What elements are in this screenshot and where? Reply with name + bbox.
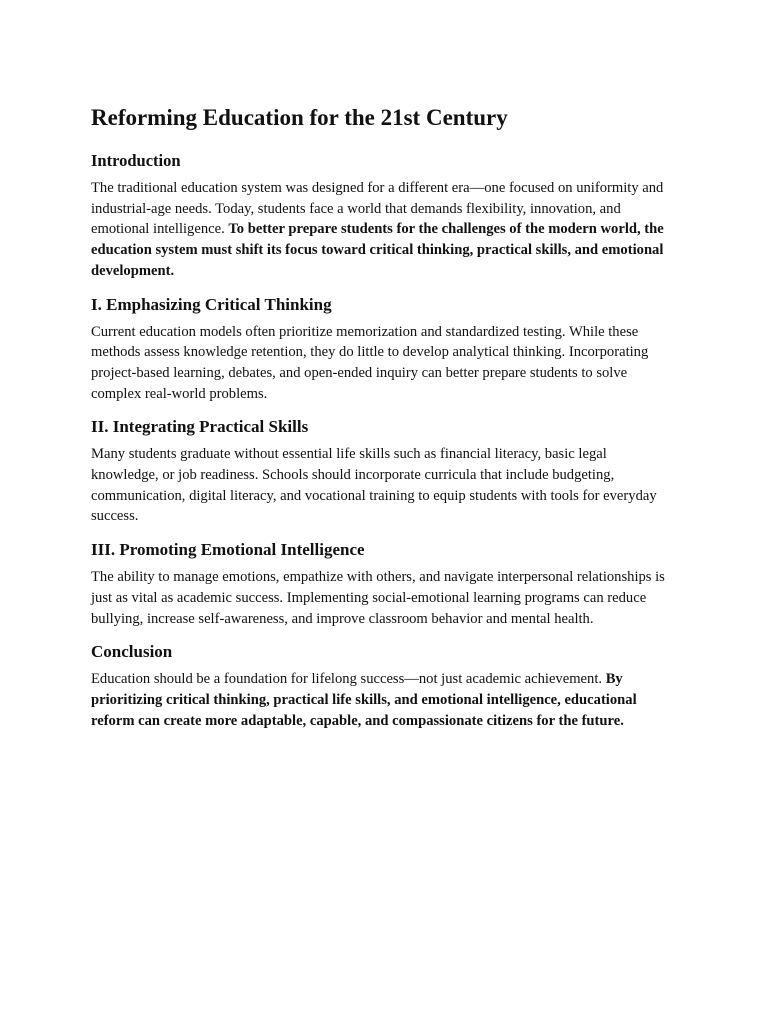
- section-practical-skills: [91, 416, 678, 527]
- section-paragraph-conclusion: [91, 669, 678, 731]
- section-paragraph-practical-skills: Many students graduate without essential life skills such as financial literacy, basic legal knowledge, or job readiness. Schools should incorporate curricula that include budgeting, communication, digital literacy, and vocational training to equip students with tools for everyday success.: [91, 446, 657, 525]
- section-heading-emotional-intelligence: III. Promoting Emotional Intelligence: [91, 540, 365, 560]
- document-title: Reforming Education for the 21st Century: [91, 105, 508, 130]
- paragraph-bold-thesis: To better prepare students for the challenges of the modern world, the education system must shift its focus toward critical thinking, practical skills, and emotional development.: [91, 221, 664, 279]
- section-heading-introduction: Introduction: [91, 151, 181, 170]
- section-heading-practical-skills: II. Integrating Practical Skills: [91, 417, 309, 437]
- section-critical-thinking: [91, 294, 678, 405]
- section-heading-conclusion: Conclusion: [91, 642, 173, 662]
- section-introduction: [91, 150, 678, 282]
- paragraph-text: Education should be a foundation for lifelong success—not just academic achievement.: [91, 671, 606, 688]
- section-paragraph-emotional-intelligence: The ability to manage emotions, empathize with others, and navigate interpersonal relationships is just as vital as academic success. Implementing social-emotional learning programs can reduce bullying, increase self-awareness, and improve classroom behavior and mental health.: [91, 569, 665, 627]
- section-paragraph-introduction: [91, 178, 678, 282]
- section-heading-critical-thinking: I. Emphasizing Critical Thinking: [91, 294, 332, 314]
- paragraph-text: The traditional education system was designed for a different era—one focused on uniformity and industrial-age needs. Today, students face a world that demands flexibility, innovation, and emotional intelligence.: [91, 180, 664, 238]
- section-paragraph-critical-thinking: Current education models often prioritize memorization and standardized testing. While these methods assess knowledge retention, they do little to develop analytical thinking. Incorporating project-based learning, debates, and open-ended inquiry can better prepare students to solve complex real-world problems.: [91, 323, 649, 402]
- section-emotional-intelligence: [91, 539, 678, 629]
- paragraph-bold-conclusion: By prioritizing critical thinking, practical life skills, and emotional intelligence, educational reform can create more adaptable, capable, and compassionate citizens for the future.: [91, 671, 637, 729]
- section-conclusion: [91, 641, 678, 731]
